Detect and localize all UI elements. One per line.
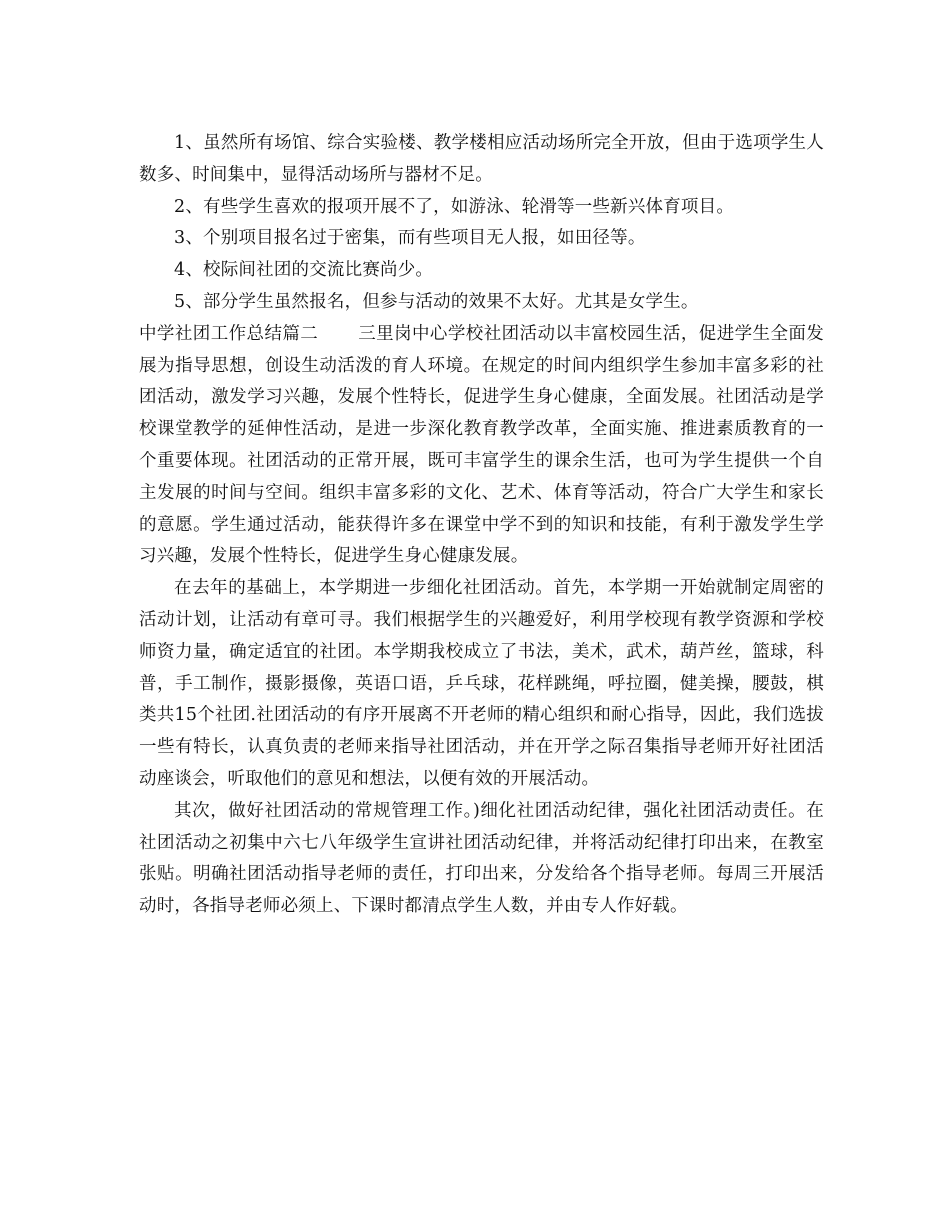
section-intro: 三里岗中心学校社团活动以丰富校园生活，促进学生全面发展为指导思想，创设生动活泼的育人环境。在规定的时间内组织学生参加丰富多彩的社团活动，激发学习兴趣，发展个性特长，促进学生身心健康，全面发展。社团活动是学校课堂教学的延伸性活动，是进一步深化教育教学改革，全面实施、推进素质教育的一个重要体现。社团活动的正常开展，既可丰富学生的课余生活，也可为学生提供一个自主发展的时间与空间。组织丰富多彩的文化、艺术、体育等活动，符合广大学生和家长的意愿。学生通过活动，能获得许多在课堂中学不到的知识和技能，有利于激发学生学习兴趣，发展个性特长，促进学生身心健康发展。	[139, 323, 825, 567]
list-item-3: 3、个别项目报名过于密集，而有些项目无人报，如田径等。	[174, 228, 646, 249]
list-item-2: 2、有些学生喜欢的报项开展不了，如游泳、轮滑等一些新兴体育项目。	[174, 196, 735, 217]
document-body	[139, 128, 824, 923]
list-item-5: 5、部分学生虽然报名，但参与活动的效果不太好。尤其是女学生。	[174, 291, 699, 312]
body-paragraph-2: 其次，做好社团活动的常规管理工作。)细化社团活动纪律，强化社团活动责任。在社团活动之初集中六七八年级学生宣讲社团活动纪律，并将活动纪律打印出来，在教室张贴。明确社团活动指导老师的责任，打印出来，分发给各个指导老师。每周三开展活动时，各指导老师必须上、下课时都清点学生人数，并由专人作好载。	[139, 800, 824, 917]
list-item-4: 4、校际间社团的交流比赛尚少。	[174, 260, 434, 281]
section-paragraph	[139, 319, 824, 573]
body-paragraph-1: 在去年的基础上，本学期进一步细化社团活动。首先，本学期一开始就制定周密的活动计划，让活动有章可寻。我们根据学生的兴趣爱好，利用学校现有教学资源和学校师资力量，确定适宜的社团。本学期我校成立了书法，美术，武术，葫芦丝，篮球，科普，手工制作，摄影摄像，英语口语，乒乓球，花样跳绳，呼拉圈，健美操，腰鼓，棋类共15个社团.社团活动的有序开展离不开老师的精心组织和耐心指导，因此，我们选拔一些有特长，认真负责的老师来指导社团活动，并在开学之际召集指导老师开好社团活动座谈会，听取他们的意见和想法，以便有效的开展活动。	[139, 578, 824, 789]
section-title: 中学社团工作总结篇二	[139, 323, 319, 344]
list-item-1: 1、虽然所有场馆、综合实验楼、教学楼相应活动场所完全开放，但由于选项学生人数多、时间集中，显得活动场所与器材不足。	[139, 133, 824, 185]
